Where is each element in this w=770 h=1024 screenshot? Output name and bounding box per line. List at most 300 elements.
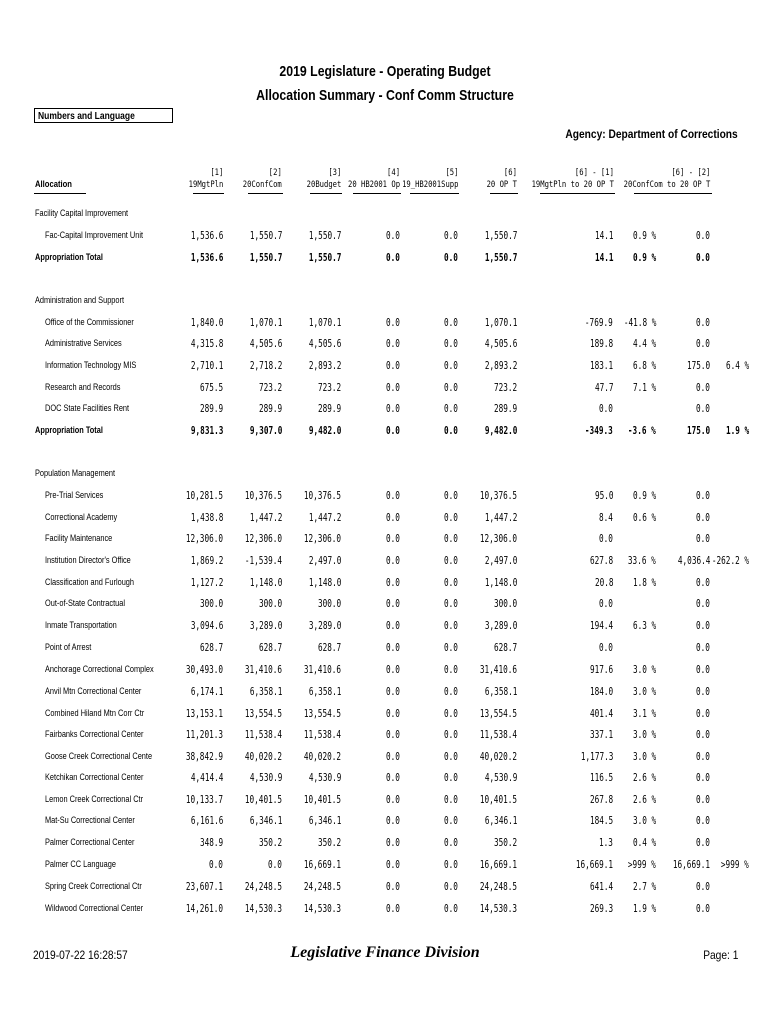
cell-value: 14.1 — [594, 229, 613, 242]
cell-value: 0.0 — [696, 641, 710, 654]
cell-value: 0.0 — [444, 511, 458, 524]
cell-value: 0.0 — [386, 663, 400, 676]
numbers-language-label: Numbers and Language — [38, 111, 135, 122]
cell-value: 10,376.5 — [244, 489, 282, 502]
cell-value: 0.0 — [696, 663, 710, 676]
cell-value: 3.0 % — [632, 814, 656, 827]
cell-value: 0.0 — [696, 402, 710, 415]
cell-value: 4,315.8 — [190, 337, 223, 350]
cell-value: 9,831.3 — [190, 424, 223, 437]
cell-value: 175.0 — [686, 424, 710, 437]
cell-value: 0.0 — [444, 619, 458, 632]
allocation-label: Research and Records — [45, 382, 121, 392]
header-rule — [310, 193, 342, 194]
col-header-2: [2] 20ConfCom — [242, 168, 282, 190]
table-row — [0, 335, 770, 353]
cell-value: 269.3 — [589, 902, 613, 915]
cell-value: 8.4 — [599, 511, 613, 524]
cell-value: -349.3 — [585, 424, 613, 437]
cell-value: 6,161.6 — [190, 814, 223, 827]
cell-value: 16,669.1 — [575, 858, 613, 871]
allocation-label: DOC State Facilities Rent — [45, 403, 130, 413]
section-label: Facility Capital Improvement — [35, 208, 129, 218]
cell-value: 6,174.1 — [190, 685, 223, 698]
cell-value: 0.0 — [386, 902, 400, 915]
allocation-label: Spring Creek Correctional Ctr — [45, 881, 142, 891]
cell-value: 0.9 % — [632, 251, 656, 264]
col-header-3: [3] 20Budget — [306, 168, 341, 190]
allocation-label: Fac-Capital Improvement Unit — [45, 230, 144, 240]
cell-value: 0.0 — [386, 619, 400, 632]
allocation-label: Mat-Su Correctional Center — [45, 815, 135, 825]
cell-value: 2.6 % — [632, 793, 656, 806]
cell-value: 0.0 — [696, 381, 710, 394]
cell-value: 4,530.9 — [308, 771, 341, 784]
cell-value: 11,538.4 — [244, 728, 282, 741]
table-row — [0, 812, 770, 830]
cell-value: 3,289.0 — [249, 619, 282, 632]
allocation-label: Goose Creek Correctional Cente — [45, 751, 153, 761]
table-row — [0, 487, 770, 505]
cell-value: 0.0 — [386, 489, 400, 502]
table-row — [0, 856, 770, 874]
cell-value: 1,550.7 — [308, 251, 341, 264]
header-rule — [634, 193, 712, 194]
cell-value: 1.8 % — [632, 576, 656, 589]
cell-value: 2,893.2 — [308, 359, 341, 372]
cell-value: 0.0 — [386, 814, 400, 827]
cell-value: 3.0 % — [632, 663, 656, 676]
cell-value: 0.0 — [696, 793, 710, 806]
cell-value: 0.0 — [386, 836, 400, 849]
cell-value: 183.1 — [589, 359, 613, 372]
cell-value: 4,414.4 — [190, 771, 223, 784]
table-row — [0, 769, 770, 787]
header-rule — [248, 193, 283, 194]
cell-value: 0.0 — [696, 576, 710, 589]
cell-value: 11,538.4 — [303, 728, 341, 741]
division-signature: Legislative Finance Division — [290, 944, 480, 961]
cell-value: 0.0 — [696, 880, 710, 893]
cell-value: 0.0 — [696, 251, 710, 264]
cell-value: 0.0 — [696, 316, 710, 329]
cell-value: 0.0 — [444, 707, 458, 720]
cell-value: 13,554.5 — [303, 707, 341, 720]
cell-value: 3,094.6 — [190, 619, 223, 632]
cell-value: 16,669.1 — [303, 858, 341, 871]
allocation-label: Combined Hiland Mtn Corr Ctr — [45, 708, 145, 718]
cell-value: 31,410.6 — [244, 663, 282, 676]
allocation-label: Office of the Commissioner — [45, 317, 134, 327]
appropriation-total-row — [0, 422, 770, 440]
cell-value: 24,248.5 — [479, 880, 517, 893]
cell-value: 7.1 % — [632, 381, 656, 394]
cell-value: 10,376.5 — [479, 489, 517, 502]
cell-value: 0.0 — [444, 641, 458, 654]
allocation-label: Inmate Transportation — [45, 620, 117, 630]
cell-value: 641.4 — [589, 880, 613, 893]
cell-value: 0.0 — [696, 489, 710, 502]
cell-value: 1,536.6 — [190, 251, 223, 264]
cell-value: 0.0 — [444, 251, 458, 264]
cell-value: 0.0 — [696, 337, 710, 350]
cell-value: 289.9 — [258, 402, 282, 415]
cell-value: 4,505.6 — [308, 337, 341, 350]
cell-value: 0.0 — [444, 793, 458, 806]
cell-value: 189.8 — [589, 337, 613, 350]
cell-value: 31,410.6 — [303, 663, 341, 676]
cell-value: 1,148.0 — [308, 576, 341, 589]
cell-value: 3,289.0 — [484, 619, 517, 632]
cell-value: 12,306.0 — [479, 532, 517, 545]
table-row — [0, 617, 770, 635]
cell-value: 0.9 % — [632, 229, 656, 242]
cell-value: 1,550.7 — [249, 229, 282, 242]
cell-value: 3.0 % — [632, 685, 656, 698]
cell-value: 1,869.2 — [190, 554, 223, 567]
cell-value: 23,607.1 — [185, 880, 223, 893]
cell-value: 13,153.1 — [185, 707, 223, 720]
cell-value: 0.0 — [386, 641, 400, 654]
cell-value: 0.0 — [386, 402, 400, 415]
cell-value: 1,447.2 — [484, 511, 517, 524]
cell-value: 267.8 — [589, 793, 613, 806]
cell-value: 9,482.0 — [484, 424, 517, 437]
cell-value: 0.0 — [444, 814, 458, 827]
cell-value: 0.0 — [444, 229, 458, 242]
cell-value: 0.0 — [696, 685, 710, 698]
cell-value: 0.0 — [696, 532, 710, 545]
allocation-label: Appropriation Total — [35, 252, 103, 262]
cell-value: 2,497.0 — [308, 554, 341, 567]
cell-value: 4,530.9 — [484, 771, 517, 784]
cell-value: 3.1 % — [632, 707, 656, 720]
allocation-label: Facility Maintenance — [45, 533, 113, 543]
cell-value: -769.9 — [585, 316, 613, 329]
cell-value: 917.6 — [589, 663, 613, 676]
cell-value: 0.0 — [444, 597, 458, 610]
table-row — [0, 530, 770, 548]
appropriation-total-row — [0, 249, 770, 267]
cell-value: 2,710.1 — [190, 359, 223, 372]
report-timestamp: 2019-07-22 16:28:57 — [33, 948, 128, 962]
cell-value: 0.0 — [696, 597, 710, 610]
allocation-label: Classification and Furlough — [45, 577, 135, 587]
table-row — [0, 400, 770, 418]
col-header-4: [4] 20 HB2001 Op — [347, 168, 400, 190]
cell-value: 0.0 — [386, 337, 400, 350]
cell-value: 0.9 % — [632, 489, 656, 502]
cell-value: 3.0 % — [632, 750, 656, 763]
cell-value: 20.8 — [594, 576, 613, 589]
cell-value: 289.9 — [317, 402, 341, 415]
cell-value: 9,482.0 — [308, 424, 341, 437]
cell-value: 0.0 — [386, 858, 400, 871]
table-row — [0, 357, 770, 375]
cell-value: 33.6 % — [628, 554, 656, 567]
cell-value: 0.0 — [696, 511, 710, 524]
cell-value: 0.0 — [444, 685, 458, 698]
cell-value: 0.0 — [386, 554, 400, 567]
cell-value: 627.8 — [589, 554, 613, 567]
cell-value: 3,289.0 — [308, 619, 341, 632]
cell-value: 0.0 — [696, 619, 710, 632]
cell-value: 628.7 — [317, 641, 341, 654]
cell-value: 6.4 % — [725, 359, 749, 372]
cell-value: 6.3 % — [632, 619, 656, 632]
table-row — [0, 227, 770, 245]
allocation-label: Wildwood Correctional Center — [45, 903, 144, 913]
cell-value: 1.9 % — [632, 902, 656, 915]
cell-value: 401.4 — [589, 707, 613, 720]
cell-value: 0.0 — [599, 532, 613, 545]
cell-value: 337.1 — [589, 728, 613, 741]
cell-value: 0.0 — [599, 641, 613, 654]
cell-value: 40,020.2 — [244, 750, 282, 763]
cell-value: 16,669.1 — [672, 858, 710, 871]
report-subtitle: Allocation Summary - Conf Comm Structure — [256, 87, 514, 104]
cell-value: 675.5 — [199, 381, 223, 394]
cell-value: 1,177.3 — [580, 750, 613, 763]
cell-value: 0.0 — [444, 316, 458, 329]
cell-value: 0.0 — [444, 337, 458, 350]
cell-value: 24,248.5 — [244, 880, 282, 893]
table-row — [0, 639, 770, 657]
table-row — [0, 791, 770, 809]
cell-value: 0.0 — [696, 902, 710, 915]
cell-value: 10,281.5 — [185, 489, 223, 502]
cell-value: 0.0 — [444, 359, 458, 372]
cell-value: 116.5 — [589, 771, 613, 784]
cell-value: >999 % — [628, 858, 656, 871]
cell-value: 4.4 % — [632, 337, 656, 350]
allocation-label: Palmer CC Language — [45, 859, 116, 869]
cell-value: 1,550.7 — [484, 251, 517, 264]
cell-value: 300.0 — [258, 597, 282, 610]
cell-value: 1,070.1 — [484, 316, 517, 329]
allocation-label: Administrative Services — [45, 338, 122, 348]
cell-value: 1,148.0 — [249, 576, 282, 589]
cell-value: 300.0 — [493, 597, 517, 610]
allocation-label: Anvil Mtn Correctional Center — [45, 686, 142, 696]
section-header-row — [0, 292, 770, 310]
cell-value: 0.0 — [386, 728, 400, 741]
cell-value: 0.0 — [386, 771, 400, 784]
cell-value: 0.4 % — [632, 836, 656, 849]
cell-value: 1.9 % — [725, 424, 749, 437]
cell-value: 348.9 — [199, 836, 223, 849]
table-row — [0, 726, 770, 744]
allocation-label: Point of Arrest — [45, 642, 92, 652]
table-row — [0, 574, 770, 592]
cell-value: 0.0 — [386, 424, 400, 437]
allocation-label: Ketchikan Correctional Center — [45, 772, 144, 782]
cell-value: 95.0 — [594, 489, 613, 502]
cell-value: 2.6 % — [632, 771, 656, 784]
header-rule — [193, 193, 224, 194]
cell-value: 0.0 — [386, 316, 400, 329]
cell-value: 0.0 — [444, 576, 458, 589]
cell-value: 0.0 — [444, 489, 458, 502]
cell-value: 289.9 — [493, 402, 517, 415]
cell-value: 0.0 — [444, 858, 458, 871]
col-header-5: [5] 19_HB2001Supp — [401, 168, 458, 190]
cell-value: 0.0 — [444, 728, 458, 741]
section-label: Population Management — [35, 468, 116, 478]
report-title: 2019 Legislature - Operating Budget — [279, 63, 491, 80]
cell-value: 13,554.5 — [244, 707, 282, 720]
cell-value: 24,248.5 — [303, 880, 341, 893]
cell-value: 0.0 — [268, 858, 282, 871]
cell-value: 31,410.6 — [479, 663, 517, 676]
section-header-row — [0, 205, 770, 223]
cell-value: 0.0 — [386, 576, 400, 589]
cell-value: 10,401.5 — [303, 793, 341, 806]
cell-value: 0.0 — [209, 858, 223, 871]
cell-value: 350.2 — [317, 836, 341, 849]
allocation-label: Out-of-State Contractual — [45, 598, 125, 608]
table-row — [0, 705, 770, 723]
cell-value: 184.5 — [589, 814, 613, 827]
cell-value: 0.0 — [386, 707, 400, 720]
table-row — [0, 595, 770, 613]
cell-value: 0.0 — [444, 532, 458, 545]
table-row — [0, 314, 770, 332]
cell-value: 1,148.0 — [484, 576, 517, 589]
cell-value: 16,669.1 — [479, 858, 517, 871]
cell-value: 14,530.3 — [303, 902, 341, 915]
header-rule — [410, 193, 459, 194]
cell-value: 0.0 — [386, 229, 400, 242]
cell-value: 0.0 — [696, 836, 710, 849]
cell-value: 10,376.5 — [303, 489, 341, 502]
cell-value: 0.0 — [696, 814, 710, 827]
cell-value: 13,554.5 — [479, 707, 517, 720]
cell-value: 194.4 — [589, 619, 613, 632]
table-row — [0, 748, 770, 766]
page-number: Page: 1 — [702, 948, 738, 962]
cell-value: 47.7 — [594, 381, 613, 394]
cell-value: 0.0 — [444, 771, 458, 784]
cell-value: -3.6 % — [628, 424, 656, 437]
allocation-label: Correctional Academy — [45, 512, 118, 522]
cell-value: 1,438.8 — [190, 511, 223, 524]
cell-value: 0.0 — [386, 359, 400, 372]
cell-value: -262.2 % — [711, 554, 749, 567]
table-row — [0, 379, 770, 397]
cell-value: 1,447.2 — [249, 511, 282, 524]
cell-value: 1,070.1 — [249, 316, 282, 329]
cell-value: 0.0 — [444, 750, 458, 763]
col-header-1: [1] 19MgtPln — [188, 168, 223, 190]
allocation-label: Information Technology MIS — [45, 360, 137, 370]
table-row — [0, 834, 770, 852]
section-label: Administration and Support — [35, 295, 125, 305]
table-row — [0, 683, 770, 701]
cell-value: 6,346.1 — [308, 814, 341, 827]
cell-value: 0.0 — [386, 511, 400, 524]
cell-value: 0.0 — [696, 771, 710, 784]
cell-value: 6.8 % — [632, 359, 656, 372]
cell-value: 38,842.9 — [185, 750, 223, 763]
cell-value: 628.7 — [493, 641, 517, 654]
cell-value: 12,306.0 — [244, 532, 282, 545]
allocation-label: Palmer Correctional Center — [45, 837, 135, 847]
cell-value: 4,530.9 — [249, 771, 282, 784]
col-header-6: [6] 20 OP T — [486, 168, 517, 190]
cell-value: 1,070.1 — [308, 316, 341, 329]
cell-value: 300.0 — [199, 597, 223, 610]
cell-value: 0.0 — [444, 554, 458, 567]
cell-value: 2,718.2 — [249, 359, 282, 372]
cell-value: 723.2 — [493, 381, 517, 394]
cell-value: 9,307.0 — [249, 424, 282, 437]
cell-value: 11,201.3 — [185, 728, 223, 741]
cell-value: 40,020.2 — [303, 750, 341, 763]
cell-value: 11,538.4 — [479, 728, 517, 741]
cell-value: 14,261.0 — [185, 902, 223, 915]
cell-value: 12,306.0 — [303, 532, 341, 545]
allocation-label: Institution Director's Office — [45, 555, 131, 565]
cell-value: -41.8 % — [623, 316, 656, 329]
cell-value: >999 % — [721, 858, 749, 871]
allocation-label: Fairbanks Correctional Center — [45, 729, 144, 739]
cell-value: 0.0 — [444, 836, 458, 849]
header-rule — [540, 193, 615, 194]
cell-value: 2.7 % — [632, 880, 656, 893]
table-row — [0, 552, 770, 570]
cell-value: 10,133.7 — [185, 793, 223, 806]
cell-value: 6,346.1 — [249, 814, 282, 827]
allocation-label: Pre-Trial Services — [45, 490, 104, 500]
cell-value: 0.0 — [386, 381, 400, 394]
header-rule — [490, 193, 518, 194]
cell-value: 0.0 — [696, 707, 710, 720]
cell-value: -1,539.4 — [244, 554, 282, 567]
table-row — [0, 900, 770, 918]
cell-value: 723.2 — [258, 381, 282, 394]
cell-value: 1,550.7 — [484, 229, 517, 242]
allocation-column-header: Allocation — [35, 179, 72, 189]
cell-value: 0.0 — [386, 532, 400, 545]
cell-value: 0.0 — [444, 902, 458, 915]
cell-value: 0.0 — [444, 663, 458, 676]
cell-value: 0.6 % — [632, 511, 656, 524]
cell-value: 0.0 — [386, 685, 400, 698]
cell-value: 0.0 — [696, 750, 710, 763]
cell-value: 14,530.3 — [244, 902, 282, 915]
header-rule — [353, 193, 401, 194]
cell-value: 0.0 — [444, 880, 458, 893]
cell-value: 1,447.2 — [308, 511, 341, 524]
cell-value: 0.0 — [599, 402, 613, 415]
cell-value: 1,550.7 — [249, 251, 282, 264]
cell-value: 1,840.0 — [190, 316, 223, 329]
cell-value: 0.0 — [386, 880, 400, 893]
table-row — [0, 661, 770, 679]
cell-value: 40,020.2 — [479, 750, 517, 763]
cell-value: 10,401.5 — [479, 793, 517, 806]
allocation-label: Anchorage Correctional Complex — [45, 664, 154, 674]
cell-value: 0.0 — [444, 424, 458, 437]
cell-value: 1.3 — [599, 836, 613, 849]
cell-value: 350.2 — [258, 836, 282, 849]
cell-value: 30,493.0 — [185, 663, 223, 676]
cell-value: 0.0 — [386, 597, 400, 610]
cell-value: 1,536.6 — [190, 229, 223, 242]
cell-value: 1,550.7 — [308, 229, 341, 242]
cell-value: 6,358.1 — [308, 685, 341, 698]
